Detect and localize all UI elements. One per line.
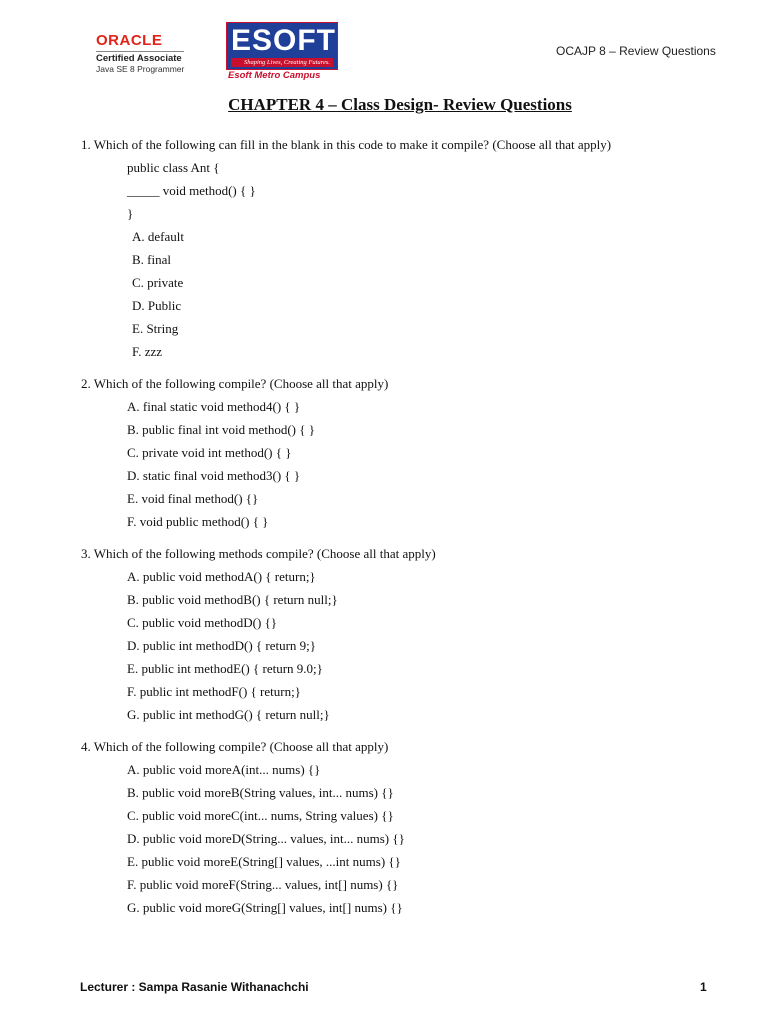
code-line: }	[127, 206, 134, 221]
answer-option: F. public int methodF() { return;}	[127, 684, 301, 699]
answer-option: B. public void moreB(String values, int... nums) {}	[127, 785, 394, 800]
footer-lecturer: Lecturer : Sampa Rasanie Withanachchi	[80, 980, 309, 994]
answer-option: A. public void methodA() { return;}	[127, 569, 316, 584]
esoft-logo-word: ESOFT	[231, 24, 337, 57]
page-number: 1	[700, 980, 707, 994]
question-text: 3. Which of the following methods compile? (Choose all that apply)	[81, 546, 436, 561]
answer-option: D. public int methodD() { return 9;}	[127, 638, 317, 653]
oracle-certified-logo	[96, 33, 200, 75]
answer-option: B. final	[132, 252, 171, 267]
question-3	[80, 542, 740, 726]
esoft-logo-box	[226, 22, 338, 70]
answer-option: A. final static void method4() { }	[127, 399, 301, 414]
question-4	[80, 735, 740, 919]
questions-list	[80, 133, 740, 928]
esoft-logo-campus: Esoft Metro Campus	[228, 70, 321, 81]
question-text: 1. Which of the following can fill in the blank in this code to make it compile? (Choose all that apply)	[81, 137, 612, 152]
answer-option: B. public final int void method() { }	[127, 422, 315, 437]
answer-option: A. public void moreA(int... nums) {}	[127, 762, 321, 777]
header-course-title: OCAJP 8 – Review Questions	[556, 44, 716, 58]
question-2	[80, 372, 740, 533]
answer-option: D. static final void method3() { }	[127, 468, 301, 483]
answer-option: E. void final method() {}	[127, 491, 259, 506]
answer-option: F. zzz	[132, 344, 162, 359]
answer-option: C. public void moreC(int... nums, String values) {}	[127, 808, 394, 823]
esoft-logo-tagline: Shaping Lives, Creating Futures.	[231, 58, 333, 67]
esoft-logo	[226, 22, 336, 82]
answer-option: E. public int methodE() { return 9.0;}	[127, 661, 323, 676]
oracle-logo-cert: Certified Associate	[96, 51, 184, 64]
answer-option: D. public void moreD(String... values, int... nums) {}	[127, 831, 405, 846]
answer-option: E. public void moreE(String[] values, ...int nums) {}	[127, 854, 401, 869]
answer-option: G. public int methodG() { return null;}	[127, 707, 330, 722]
oracle-logo-program: Java SE 8 Programmer	[96, 64, 185, 74]
answer-option: G. public void moreG(String[] values, int[] nums) {}	[127, 900, 403, 915]
question-1	[80, 133, 740, 363]
answer-option: C. public void methodD() {}	[127, 615, 278, 630]
question-text: 2. Which of the following compile? (Choose all that apply)	[81, 376, 389, 391]
code-line: _____ void method() { }	[127, 183, 256, 198]
answer-option: A. default	[132, 229, 184, 244]
answer-option: C. private void int method() { }	[127, 445, 292, 460]
answer-option: F. void public method() { }	[127, 514, 269, 529]
page-title: CHAPTER 4 – Class Design- Review Questions	[228, 95, 572, 114]
oracle-logo-word: ORACLE	[96, 32, 163, 49]
question-text: 4. Which of the following compile? (Choose all that apply)	[81, 739, 389, 754]
answer-option: E. String	[132, 321, 179, 336]
code-line: public class Ant {	[127, 160, 220, 175]
answer-option: C. private	[132, 275, 184, 290]
answer-option: B. public void methodB() { return null;}	[127, 592, 338, 607]
answer-option: D. Public	[132, 298, 182, 313]
answer-option: F. public void moreF(String... values, int[] nums) {}	[127, 877, 399, 892]
